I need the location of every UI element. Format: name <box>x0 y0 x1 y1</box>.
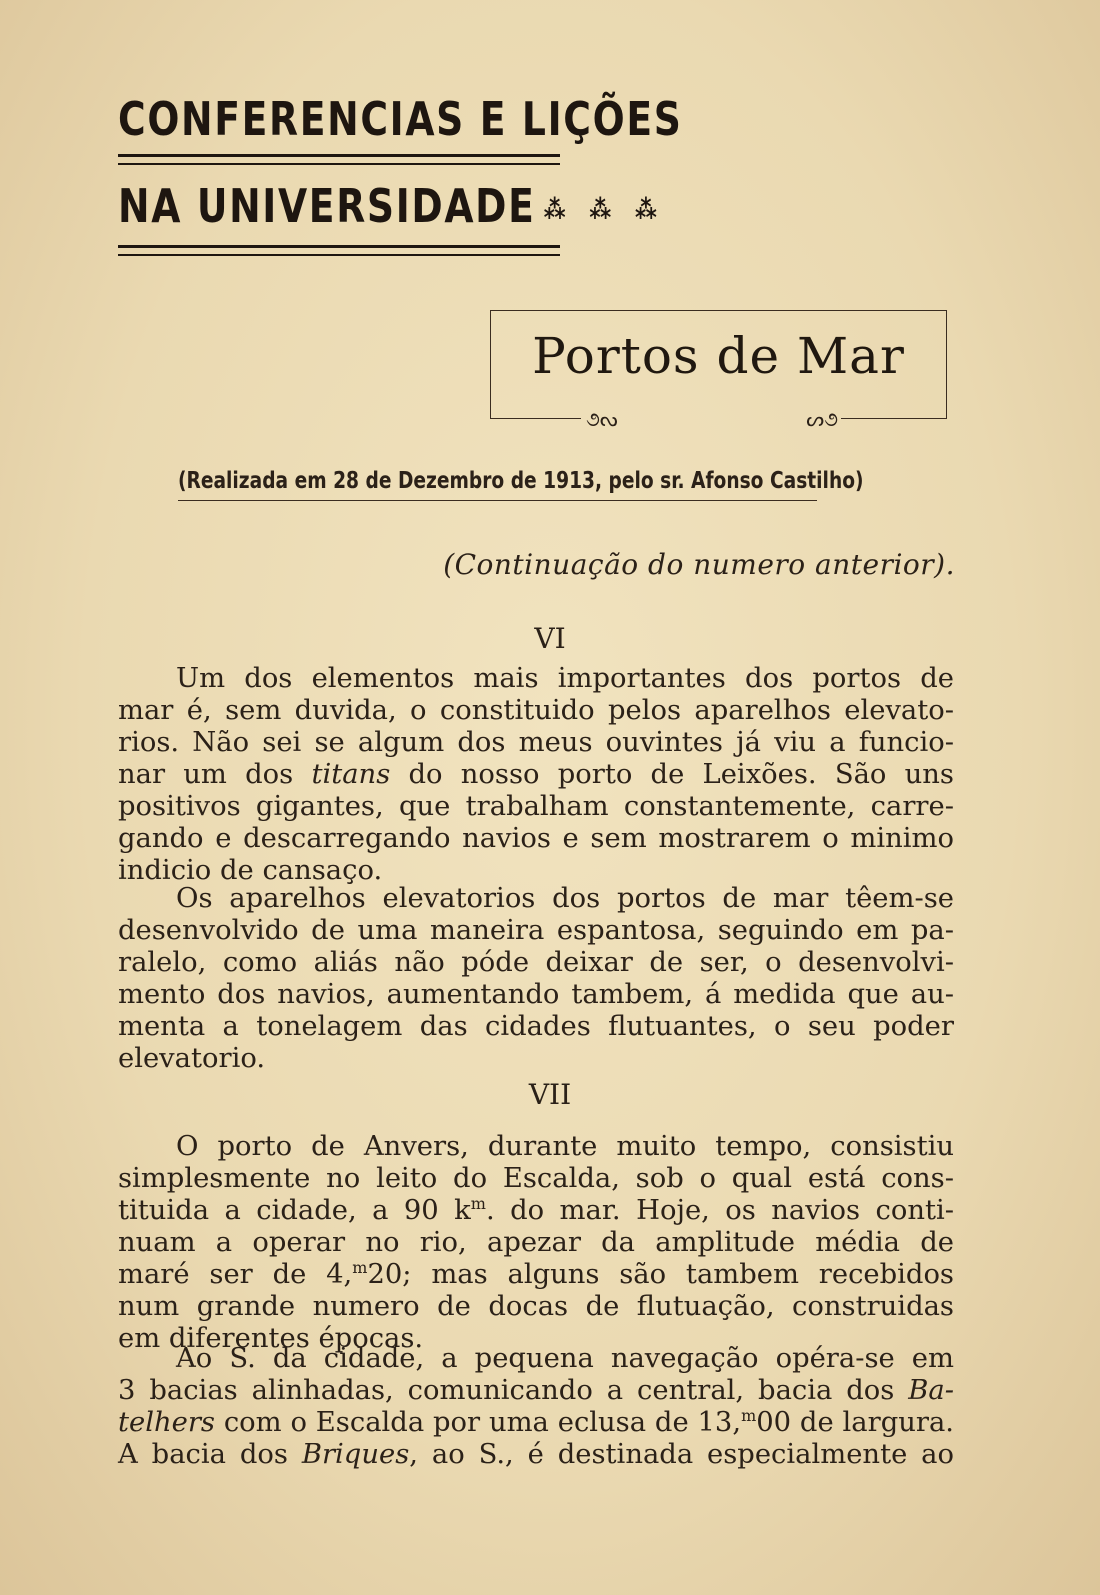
text-run: do nosso porto de Leixões. São uns <box>390 759 954 790</box>
article-title: Portos de Mar <box>532 327 905 385</box>
italic-run: Ba- <box>908 1375 954 1406</box>
header-rule-top <box>118 154 560 165</box>
text-line <box>118 1407 954 1439</box>
text-line <box>118 1375 954 1407</box>
header-line-2: NA UNIVERSIDADE <box>118 179 536 233</box>
text-line: simplesmente no leito do Escalda, sob o qual está cons- <box>118 1163 954 1194</box>
italic-run: Briques <box>301 1439 410 1470</box>
frame-rule-left <box>491 418 581 419</box>
section-vi-heading: VI <box>534 622 566 655</box>
text-run: . do mar. Hoje, os navios conti- <box>485 1195 954 1226</box>
text-line: rios. Não sei se algum dos meus ouvintes já viu a funcio- <box>118 727 954 758</box>
text-line: gando e descarregando navios e sem mostrarem o minimo <box>118 823 954 854</box>
text-line: mento dos navios, aumentando tambem, á medida que au- <box>118 979 954 1010</box>
text-line: Ao S. da cidade, a pequena navegação opéra-se em <box>176 1343 954 1374</box>
text-line: nuam a operar no rio, apezar da amplitude média de <box>118 1227 954 1258</box>
ornament-icon: ⁂ ⁂ ⁂ <box>543 194 666 225</box>
continuation-note: (Continuação do numero anterior). <box>443 548 955 581</box>
superscript-run: m <box>470 1193 486 1213</box>
text-run: A bacia dos <box>118 1439 302 1470</box>
text-line: Os aparelhos elevatorios dos portos de mar têem-se <box>176 883 954 914</box>
journal-header <box>118 92 683 270</box>
text-run: 00 de largura. <box>756 1407 955 1438</box>
text-line <box>118 1259 954 1291</box>
text-line: positivos gigantes, que trabalham constantemente, carre- <box>118 791 954 822</box>
text-line: indicio de cansaço. <box>118 855 383 886</box>
italic-run: telhers <box>118 1407 215 1438</box>
text-line: ralelo, como aliás não póde deixar de ser, o desenvolvi- <box>118 947 954 978</box>
article-subtitle: (Realizada em 28 de Dezembro de 1913, pelo sr. Afonso Castilho) <box>178 468 817 501</box>
section-vii-heading: VII <box>528 1078 572 1111</box>
text-run: nar um dos <box>118 759 312 790</box>
text-line: em diferentes épocas. <box>118 1323 424 1354</box>
paragraph-3 <box>118 1131 954 1355</box>
text-run: 20; mas alguns são tambem recebidos <box>367 1259 954 1290</box>
header-line-1: CONFERENCIAS E LIÇÕES <box>118 92 683 146</box>
frame-rule-right <box>841 418 946 419</box>
title-frame <box>490 310 947 431</box>
text-line: desenvolvido de uma maneira espantosa, seguindo em pa- <box>118 915 954 946</box>
text-line: num grande numero de docas de flutuação, construidas <box>118 1291 954 1322</box>
text-line <box>118 1439 954 1471</box>
text-run: com o Escalda por uma eclusa de 13, <box>214 1407 742 1438</box>
text-run: 3 bacias alinhadas, comunicando a central, bacia dos <box>118 1375 909 1406</box>
swirl-right-icon: ᔕ૭ <box>806 407 838 431</box>
text-line: menta a tonelagem das cidades flutuantes, o seu poder <box>118 1011 954 1042</box>
header-line-2-wrap <box>118 179 666 237</box>
paragraph-4 <box>118 1343 954 1471</box>
superscript-run: m <box>352 1257 368 1277</box>
paragraph-1 <box>118 663 954 887</box>
text-run: maré ser de 4, <box>118 1259 353 1290</box>
text-run: , ao S., é destinada especialmente ao <box>409 1439 954 1470</box>
paragraph-2 <box>118 883 954 1075</box>
italic-run: titans <box>311 759 391 790</box>
text-line: Um dos elementos mais importantes dos portos de <box>176 663 954 694</box>
text-run: tituida a cidade, a 90 k <box>118 1195 471 1226</box>
text-line: O porto de Anvers, durante muito tempo, consistiu <box>176 1131 954 1162</box>
swirl-left-icon: ૭ᔓ <box>586 407 618 431</box>
text-line <box>118 1195 954 1227</box>
text-line: elevatorio. <box>118 1043 266 1074</box>
header-rule-bottom <box>118 245 560 256</box>
text-line <box>118 759 954 791</box>
superscript-run: m <box>741 1405 757 1425</box>
text-line: mar é, sem duvida, o constituido pelos aparelhos elevato- <box>118 695 954 726</box>
